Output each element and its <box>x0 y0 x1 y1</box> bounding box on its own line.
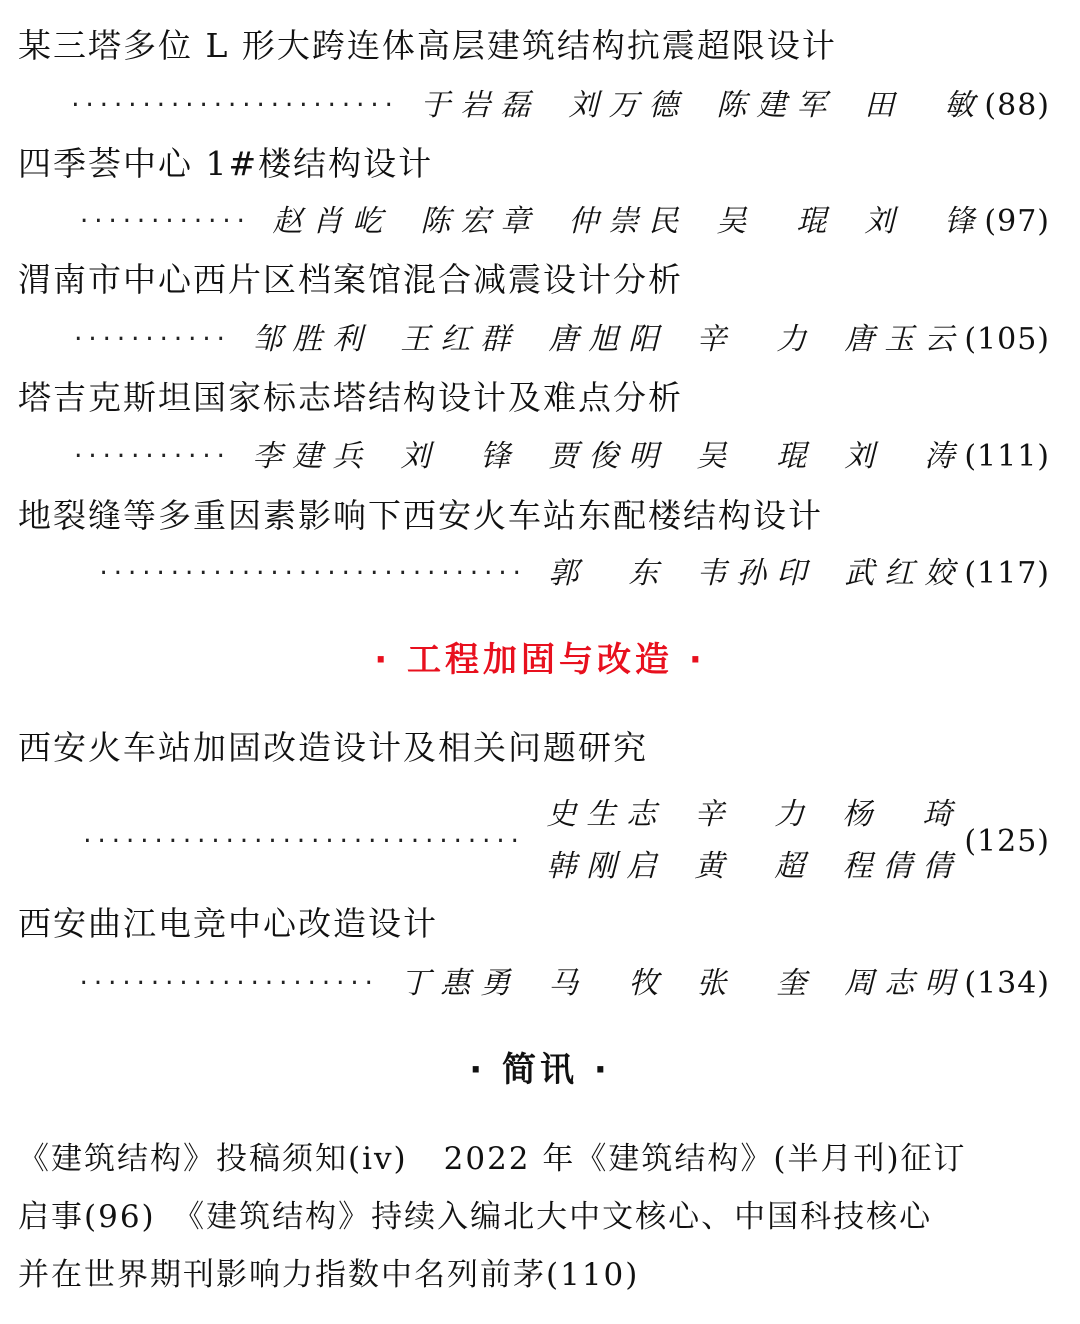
entry-byline <box>72 320 1050 360</box>
author: 田 敏 <box>864 88 985 123</box>
entry-byline <box>72 437 1050 477</box>
news-link-subscription[interactable]: 2022 年《建筑结构》(半月刊)征订 <box>443 1141 967 1177</box>
author: 杨 琦 <box>842 797 963 832</box>
news-line: 并在世界期刊影响力指数中名列前茅(110) <box>18 1257 640 1293</box>
author: 刘 锋 <box>400 439 521 474</box>
news-notice <box>18 1130 1058 1304</box>
entry-title[interactable]: 渭南市中心西片区档案馆混合减震设计分析 <box>18 260 683 299</box>
entry-title[interactable]: 某三塔多位 L 形大跨连体高层建筑结构抗震超限设计 <box>18 26 837 65</box>
author: 史生志 <box>546 797 667 832</box>
author: 武红姣 <box>844 556 965 591</box>
page-number: (105) <box>964 322 1050 357</box>
entry-title[interactable]: 塔吉克斯坦国家标志塔结构设计及难点分析 <box>18 378 683 417</box>
author-rows <box>546 789 962 893</box>
author: 周志明 <box>844 966 965 1001</box>
entry-title[interactable]: 西安火车站加固改造设计及相关问题研究 <box>18 728 648 767</box>
author: 韦孙印 <box>696 556 817 591</box>
author: 吴 琨 <box>716 204 837 239</box>
page-number: (111) <box>964 439 1050 474</box>
author: 刘 涛 <box>844 439 965 474</box>
entry-byline <box>77 202 1050 242</box>
author: 邹胜利 <box>252 322 373 357</box>
author: 马 牧 <box>548 966 669 1001</box>
author: 郭 东 <box>548 556 669 591</box>
entry-byline <box>97 554 1050 594</box>
author: 王红群 <box>400 322 521 357</box>
news-line <box>18 1130 1058 1188</box>
dot-leader: ··········· <box>71 327 229 352</box>
page-number: (88) <box>984 88 1050 123</box>
author-list <box>548 554 964 594</box>
author: 于岩磊 <box>420 88 541 123</box>
author: 辛 力 <box>696 322 817 357</box>
author: 赵肖屹 <box>272 204 393 239</box>
author: 黄 超 <box>694 849 815 884</box>
author-list <box>546 789 962 841</box>
author: 辛 力 <box>694 797 815 832</box>
author: 陈建军 <box>716 88 837 123</box>
dot-leader: ······························· <box>80 828 523 854</box>
news-line: 启事(96) 《建筑结构》持续入编北大中文核心、中国科技核心 <box>18 1199 933 1235</box>
entry-byline <box>81 786 1050 896</box>
author: 唐玉云 <box>844 322 965 357</box>
entry-title[interactable]: 西安曲江电竞中心改造设计 <box>18 904 438 943</box>
author: 仲崇民 <box>568 204 689 239</box>
author-list <box>272 202 984 242</box>
entry-byline <box>77 964 1050 1004</box>
author: 刘 锋 <box>864 204 985 239</box>
page-number: (134) <box>964 966 1050 1001</box>
author-list <box>252 320 964 360</box>
page-number: (117) <box>964 556 1050 591</box>
author-list <box>420 86 984 126</box>
entry-title[interactable]: 地裂缝等多重因素影响下西安火车站东配楼结构设计 <box>18 496 823 535</box>
dot-leader: ······················· <box>68 93 397 118</box>
author: 程倩倩 <box>842 849 963 884</box>
author: 陈宏章 <box>420 204 541 239</box>
dot-leader: ····················· <box>77 971 377 996</box>
news-link-submission-guide[interactable]: 《建筑结构》投稿须知(iv) <box>18 1141 408 1177</box>
author: 韩刚启 <box>546 849 667 884</box>
author: 吴 琨 <box>696 439 817 474</box>
dot-leader: ············ <box>77 209 249 234</box>
author-list <box>400 964 964 1004</box>
entry-byline <box>69 86 1050 126</box>
section-heading-reinforcement: · 工程加固与改造 · <box>374 640 706 680</box>
dot-leader: ······························ <box>96 561 525 586</box>
author: 刘万德 <box>568 88 689 123</box>
author: 丁惠勇 <box>400 966 521 1001</box>
page-number: (125) <box>964 823 1050 859</box>
author-list <box>546 841 962 893</box>
author: 张 奎 <box>696 966 817 1001</box>
author: 贾俊明 <box>548 439 669 474</box>
section-heading-news: · 简讯 · <box>469 1050 611 1090</box>
page-number: (97) <box>984 204 1050 239</box>
entry-title[interactable]: 四季荟中心 1#楼结构设计 <box>18 144 434 183</box>
author: 唐旭阳 <box>548 322 669 357</box>
author: 李建兵 <box>252 439 373 474</box>
dot-leader: ··········· <box>71 444 229 469</box>
author-list <box>252 437 964 477</box>
